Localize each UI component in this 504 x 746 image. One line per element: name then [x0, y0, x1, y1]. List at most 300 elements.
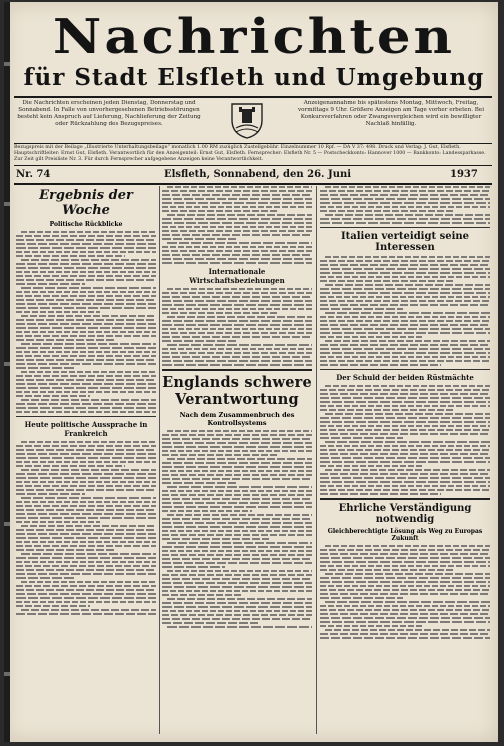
- text-line: [320, 485, 490, 487]
- article-body: [320, 186, 490, 224]
- text-line: [16, 509, 156, 511]
- text-line: [21, 287, 156, 289]
- text-line: [21, 371, 156, 373]
- text-line: [320, 389, 490, 391]
- text-line: [320, 348, 490, 350]
- text-line: [325, 256, 490, 258]
- text-line: [325, 601, 490, 603]
- text-line: [320, 401, 490, 403]
- text-line: [16, 513, 156, 515]
- text-line: [325, 340, 490, 342]
- text-line: [162, 218, 312, 220]
- text-line: [320, 356, 490, 358]
- text-line: [21, 343, 156, 345]
- text-line: [320, 613, 490, 615]
- text-line: [16, 473, 156, 475]
- text-line: [320, 461, 490, 463]
- text-line: [320, 272, 490, 274]
- text-line: [16, 517, 156, 519]
- text-line: [16, 481, 156, 483]
- section-divider: [320, 227, 490, 228]
- text-line: [162, 530, 312, 532]
- text-line: [167, 514, 312, 516]
- issue-year: 1937: [450, 169, 478, 180]
- newspaper-subtitle: für Stadt Elsfleth und Umgebung: [23, 64, 485, 91]
- text-line: [16, 505, 156, 507]
- text-line: [16, 457, 156, 459]
- text-line: [167, 486, 312, 488]
- text-line: [162, 312, 279, 314]
- text-line: [162, 450, 312, 452]
- text-line: [162, 586, 312, 588]
- text-line: [162, 438, 312, 440]
- text-line: [162, 602, 312, 604]
- text-line: [16, 303, 156, 305]
- text-line: [162, 246, 312, 248]
- text-line: [162, 494, 312, 496]
- text-line: [16, 279, 156, 281]
- text-line: [162, 574, 312, 576]
- text-line: [320, 589, 490, 591]
- text-line: [21, 525, 156, 527]
- text-line: [162, 606, 312, 608]
- text-line: [16, 577, 75, 579]
- text-line: [16, 453, 156, 455]
- text-line: [320, 360, 490, 362]
- text-line: [320, 581, 490, 583]
- text-line: [162, 258, 312, 260]
- text-line: [162, 348, 312, 350]
- text-line: [320, 393, 490, 395]
- text-line: [162, 618, 312, 620]
- column-rule: [159, 186, 160, 734]
- text-line: [162, 538, 269, 540]
- text-line: [162, 474, 312, 476]
- text-line: [320, 625, 422, 627]
- text-line: [21, 441, 156, 443]
- text-line: [320, 352, 490, 354]
- binding-tab: [4, 362, 10, 366]
- text-line: [16, 529, 156, 531]
- text-line: [162, 234, 312, 236]
- article-body: [16, 441, 156, 615]
- text-line: [320, 222, 490, 224]
- text-line: [320, 276, 490, 278]
- text-line: [21, 609, 156, 611]
- text-line: [167, 626, 312, 628]
- text-line: [21, 231, 156, 233]
- article-body: [162, 430, 312, 628]
- newspaper-page: [4, 2, 498, 742]
- text-line: [162, 498, 312, 500]
- column-middle: [162, 186, 312, 736]
- text-line: [320, 417, 490, 419]
- text-line: [320, 557, 490, 559]
- text-line: [16, 521, 100, 523]
- text-line: [162, 434, 312, 436]
- text-line: [320, 336, 422, 338]
- text-line: [325, 186, 490, 188]
- text-line: [162, 466, 312, 468]
- text-line: [325, 469, 490, 471]
- text-line: [16, 351, 156, 353]
- headline-left: Ergebnis der Woche: [39, 188, 133, 218]
- text-line: [167, 186, 312, 188]
- text-line: [16, 235, 156, 237]
- text-line: [162, 482, 236, 484]
- text-line: [16, 267, 156, 269]
- binding-tab: [4, 62, 10, 66]
- text-line: [162, 442, 312, 444]
- text-line: [162, 614, 312, 616]
- text-line: [162, 506, 312, 508]
- text-line: [320, 210, 453, 212]
- masthead: [14, 6, 494, 96]
- text-line: [320, 553, 490, 555]
- text-line: [162, 454, 279, 456]
- text-line: [16, 251, 156, 253]
- text-line: [320, 320, 490, 322]
- text-line: [16, 295, 156, 297]
- text-line: [320, 316, 490, 318]
- text-line: [320, 585, 490, 587]
- text-line: [162, 554, 312, 556]
- text-line: [320, 549, 490, 551]
- text-line: [16, 379, 156, 381]
- text-line: [162, 546, 312, 548]
- text-line: [320, 268, 490, 270]
- text-line: [325, 284, 490, 286]
- text-line: [162, 562, 312, 564]
- advertising-info: Anzeigenannahme bis spätestens Montag, Mittwoch, Freitag, vormittags 9 Uhr. Größere Anzeigen am Tage vorher erbeten. Bei Konkursverfahren oder Zwangsvergleichen wird ein bewilligter Nachlaß hinfällig.: [298, 100, 484, 127]
- text-line: [320, 617, 490, 619]
- text-line: [162, 336, 312, 338]
- headline-right: Italien verteidigt seine Interessen: [340, 231, 470, 253]
- text-line: [16, 501, 156, 503]
- text-line: [16, 387, 156, 389]
- text-line: [320, 565, 490, 567]
- text-line: [16, 311, 100, 313]
- headline-middle: Englands schwere Verantwortung: [162, 374, 312, 408]
- text-line: [320, 328, 490, 330]
- text-line: [320, 202, 490, 204]
- section-divider: [320, 498, 490, 500]
- info-rule: [14, 143, 492, 144]
- text-line: [16, 319, 156, 321]
- text-line: [16, 449, 156, 451]
- text-line: [162, 222, 312, 224]
- text-line: [162, 510, 252, 512]
- article-body: [162, 186, 312, 264]
- text-line: [320, 425, 490, 427]
- section-divider: [162, 369, 312, 371]
- text-line: [320, 453, 490, 455]
- text-line: [320, 481, 490, 483]
- column-rule: [316, 186, 317, 734]
- header-info: [14, 100, 492, 144]
- text-line: [325, 385, 490, 387]
- text-line: [320, 597, 403, 599]
- text-line: [167, 598, 312, 600]
- text-line: [167, 288, 312, 290]
- text-line: [16, 545, 156, 547]
- text-line: [320, 445, 490, 447]
- text-line: [320, 288, 490, 290]
- text-line: [320, 308, 403, 310]
- text-line: [21, 315, 156, 317]
- text-line: [320, 465, 422, 467]
- text-line: [16, 331, 156, 333]
- text-line: [162, 360, 312, 362]
- text-line: [162, 490, 312, 492]
- text-line: [21, 553, 156, 555]
- issue-bar: [14, 167, 492, 183]
- text-line: [167, 214, 312, 216]
- text-line: [162, 202, 312, 204]
- text-line: [162, 238, 236, 240]
- text-line: [162, 304, 312, 306]
- text-line: [16, 569, 156, 571]
- text-line: [320, 473, 490, 475]
- text-line: [320, 577, 490, 579]
- newspaper-title: Nachrichten: [52, 9, 456, 65]
- text-line: [16, 335, 156, 337]
- text-line: [167, 242, 312, 244]
- text-line: [325, 214, 490, 216]
- text-line: [162, 470, 312, 472]
- text-line: [320, 561, 490, 563]
- text-line: [320, 260, 490, 262]
- text-line: [162, 262, 312, 264]
- text-line: [320, 300, 490, 302]
- text-line: [16, 347, 156, 349]
- text-line: [320, 609, 490, 611]
- text-line: [162, 250, 312, 252]
- text-line: [162, 356, 312, 358]
- text-line: [16, 327, 156, 329]
- town-crest-icon: [224, 100, 270, 140]
- subscription-notice: Bezugspreis mit der Beilage „Illustrierte Unterhaltungsbeilage“ monatlich 1.00 RM zuzüglich Zustellgebühr. Einzelnummer 10 Rpf. — DA V 37: 498. Druck und Verlag: J. Gut, Elsfleth. Hauptschriftleiter: Ernst Gut, Elsfleth. Verantwortlich für den Anzeigenteil: Ernst Gut, Elsfleth. Fernsprecher: Elsfleth Nr. 5 — Postscheckkonto: Hannover 1000 — Bankkonto: Landessparkasse. Zur Zeit gilt Preisliste Nr. 3. Für durch Fernsprecher aufgegebene Anzeigen keine Verantwortlichkeit.: [14, 145, 486, 162]
- publishing-info: Die Nachrichten erscheinen jeden Dienstag, Donnerstag und Sonnabend. In Falle von unvorhergesehenen Betriebsstörungen besteht kein Anspruch auf Lieferung, Nachlieferung der Zeitung oder Rückzahlung des Bezugspreises.: [17, 100, 201, 127]
- text-line: [162, 210, 279, 212]
- text-line: [167, 344, 312, 346]
- masthead-rule: [14, 96, 492, 98]
- text-line: [162, 502, 312, 504]
- headline-right-3: Ehrliche Verständigung notwendig: [338, 503, 472, 525]
- text-line: [162, 622, 258, 624]
- text-line: [16, 465, 125, 467]
- text-line: [320, 324, 490, 326]
- text-line: [21, 497, 156, 499]
- text-line: [320, 194, 490, 196]
- text-line: [162, 328, 312, 330]
- text-line: [320, 433, 490, 435]
- text-line: [162, 550, 312, 552]
- text-line: [16, 323, 156, 325]
- text-line: [320, 437, 403, 439]
- text-line: [16, 395, 90, 397]
- text-line: [21, 399, 156, 401]
- text-line: [16, 461, 156, 463]
- issue-dateline: Elsfleth, Sonnabend, den 26. Juni: [164, 169, 352, 180]
- text-line: [320, 218, 490, 220]
- text-line: [16, 283, 85, 285]
- text-line: [162, 590, 312, 592]
- column-left: [16, 186, 156, 736]
- text-line: [320, 429, 490, 431]
- text-line: [325, 413, 490, 415]
- section-divider: [16, 416, 156, 417]
- text-line: [16, 359, 156, 361]
- text-line: [162, 518, 312, 520]
- binding-tab: [4, 202, 10, 206]
- text-line: [16, 573, 156, 575]
- text-line: [16, 597, 156, 599]
- text-line: [320, 198, 490, 200]
- text-line: [16, 367, 75, 369]
- text-line: [320, 449, 490, 451]
- text-line: [16, 557, 156, 559]
- text-line: [16, 537, 156, 539]
- text-line: [16, 403, 156, 405]
- text-line: [325, 441, 490, 443]
- text-line: [320, 304, 490, 306]
- text-line: [320, 493, 441, 495]
- text-line: [167, 458, 312, 460]
- text-line: [167, 542, 312, 544]
- text-line: [320, 621, 490, 623]
- text-line: [16, 299, 156, 301]
- text-line: [320, 190, 490, 192]
- text-line: [320, 605, 490, 607]
- text-line: [162, 254, 312, 256]
- text-line: [162, 340, 236, 342]
- text-line: [162, 194, 312, 196]
- text-line: [16, 255, 125, 257]
- subline-left: Politische Rückblicke: [49, 221, 123, 228]
- text-line: [16, 307, 156, 309]
- headline-middle-1: Internationale Wirtschaftsbeziehungen: [189, 267, 285, 285]
- text-line: [16, 605, 90, 607]
- text-line: [162, 534, 312, 536]
- text-line: [320, 593, 490, 595]
- text-line: [16, 493, 85, 495]
- text-line: [16, 565, 156, 567]
- binding-tab: [4, 672, 10, 676]
- text-line: [16, 291, 156, 293]
- text-line: [167, 430, 312, 432]
- text-line: [16, 585, 156, 587]
- article-body: [162, 288, 312, 366]
- text-line: [162, 206, 312, 208]
- text-line: [320, 457, 490, 459]
- text-line: [162, 308, 312, 310]
- text-line: [16, 601, 156, 603]
- text-line: [162, 190, 312, 192]
- text-line: [16, 355, 156, 357]
- text-line: [325, 573, 490, 575]
- notice-rule: [14, 165, 492, 166]
- text-line: [162, 462, 312, 464]
- text-line: [162, 522, 312, 524]
- text-line: [320, 569, 453, 571]
- binding-edge: [4, 2, 10, 742]
- text-line: [162, 526, 312, 528]
- text-line: [320, 477, 490, 479]
- text-line: [162, 610, 312, 612]
- text-line: [162, 320, 312, 322]
- text-line: [16, 589, 156, 591]
- text-line: [16, 247, 156, 249]
- text-line: [16, 541, 156, 543]
- text-line: [320, 409, 453, 411]
- text-line: [16, 477, 156, 479]
- article-body: [320, 545, 490, 639]
- text-line: [162, 296, 312, 298]
- text-line: [167, 570, 312, 572]
- headline-left-2: Heute politische Aussprache in Frankreich: [24, 420, 148, 438]
- text-line: [16, 411, 156, 413]
- text-line: [320, 633, 490, 635]
- section-divider: [320, 369, 490, 370]
- text-line: [16, 375, 156, 377]
- text-line: [162, 230, 312, 232]
- article-body: [320, 385, 490, 495]
- text-line: [320, 364, 441, 366]
- text-line: [320, 421, 490, 423]
- text-line: [162, 594, 242, 596]
- article-body: [16, 231, 156, 413]
- article-body: [320, 256, 490, 366]
- text-line: [162, 226, 312, 228]
- text-line: [16, 339, 115, 341]
- text-line: [16, 275, 156, 277]
- text-line: [162, 582, 312, 584]
- text-line: [16, 407, 156, 409]
- text-line: [162, 578, 312, 580]
- text-line: [167, 316, 312, 318]
- text-line: [16, 271, 156, 273]
- text-line: [16, 243, 156, 245]
- subline-right-3: Gleichberechtigte Lösung als Weg zu Europas Zukunft: [327, 528, 483, 542]
- text-line: [162, 332, 312, 334]
- text-line: [320, 489, 490, 491]
- text-line: [162, 324, 312, 326]
- headline-right-2: Der Schuld der beiden Rüstmächte: [336, 373, 474, 382]
- binding-tab: [4, 522, 10, 526]
- text-line: [16, 489, 156, 491]
- text-line: [16, 263, 156, 265]
- text-line: [21, 581, 156, 583]
- text-line: [320, 344, 490, 346]
- text-line: [16, 613, 156, 615]
- text-line: [21, 469, 156, 471]
- subline-middle: Nach dem Zusammenbruch des Kontrollsystems: [179, 411, 295, 427]
- text-line: [320, 637, 490, 639]
- text-line: [162, 566, 225, 568]
- text-line: [320, 292, 490, 294]
- text-line: [325, 545, 490, 547]
- text-line: [16, 383, 156, 385]
- issue-number: Nr. 74: [16, 169, 51, 180]
- text-line: [162, 364, 312, 366]
- text-line: [16, 445, 156, 447]
- text-line: [320, 332, 490, 334]
- text-line: [16, 561, 156, 563]
- text-line: [21, 259, 156, 261]
- text-line: [16, 363, 156, 365]
- text-line: [162, 558, 312, 560]
